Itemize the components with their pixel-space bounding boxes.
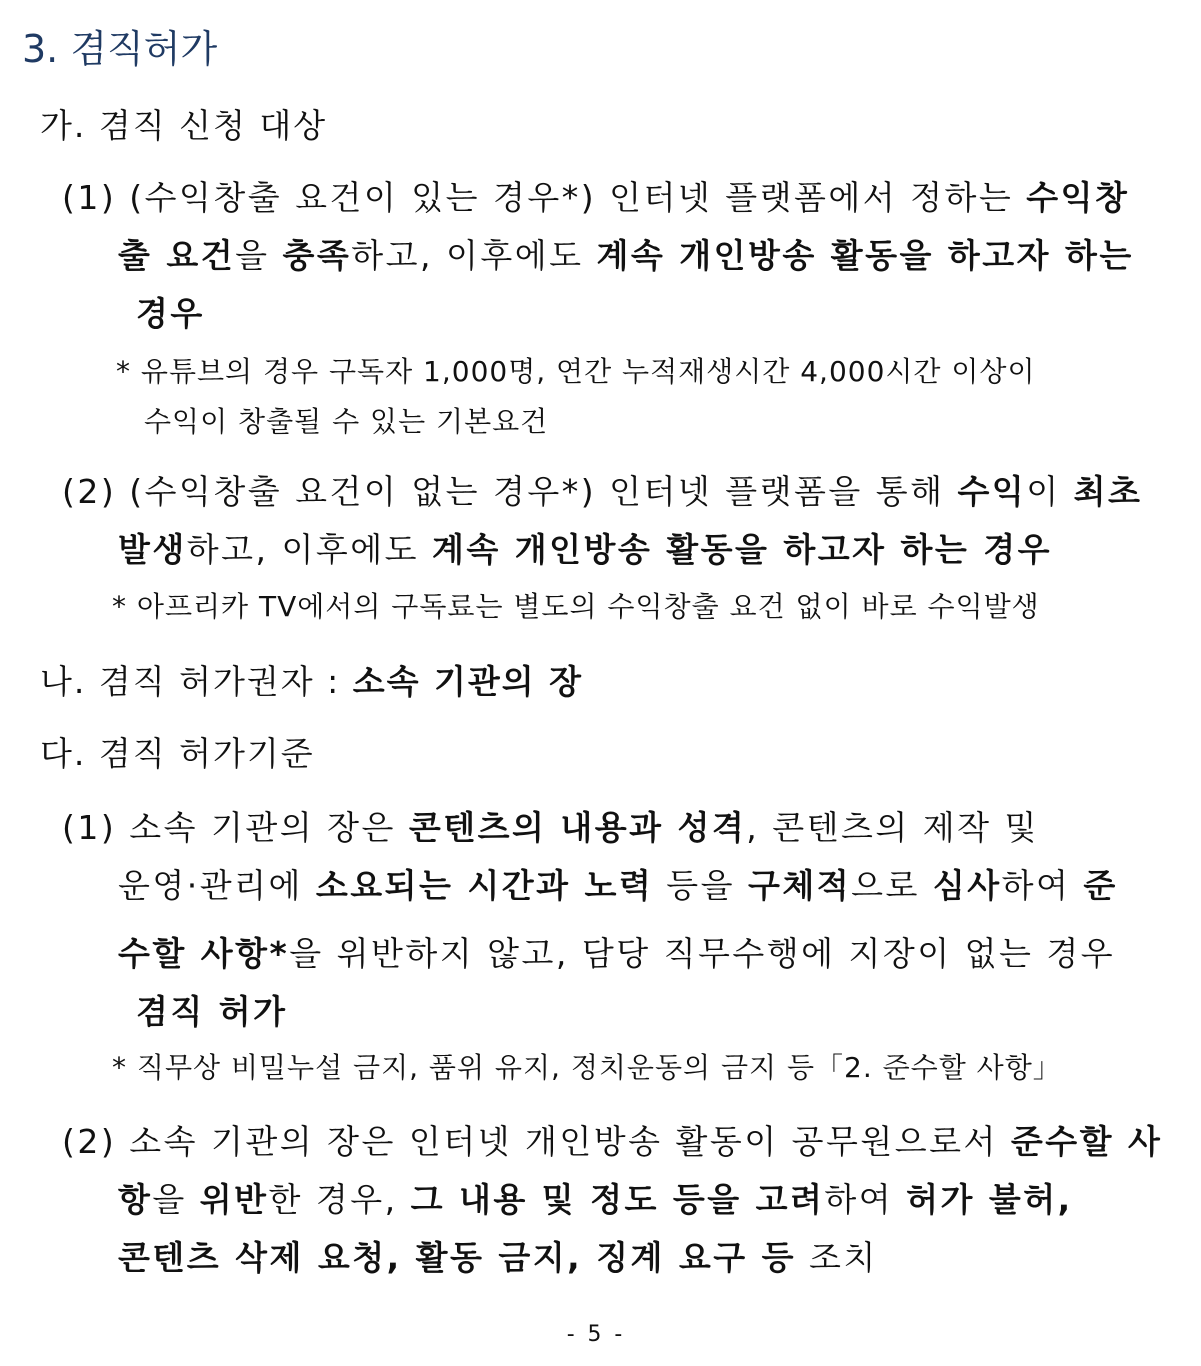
text: 으로 <box>851 866 933 905</box>
heading-da: 다. 겸직 허가기준 <box>40 734 315 773</box>
ga-item1-note-line1: * 유튜브의 경우 구독자 1,000명, 연간 누적재생시간 4,000시간 이상이 <box>116 355 1036 388</box>
da-item1-line3 <box>118 928 1115 975</box>
bold-text: 경우 <box>136 294 205 333</box>
bold-text: 계속 개인방송 활동을 하고자 하는 <box>596 236 1134 275</box>
bold-text: 위반 <box>199 1180 269 1219</box>
bold-text: 항 <box>118 1180 153 1219</box>
bold-text: 계속 개인방송 활동을 하고자 하는 경우 <box>432 530 1053 569</box>
text: 한 경우, <box>268 1180 411 1219</box>
bold-text: 허가 불허, <box>906 1180 1073 1219</box>
ga-item2-line2 <box>118 524 1052 571</box>
text: 을 <box>152 1180 200 1219</box>
ga-item1-line1 <box>62 172 1129 219</box>
bold-text: 소속 기관의 장 <box>352 662 583 701</box>
bold-text: 최초 <box>1073 472 1143 511</box>
bold-text: 출 요건 <box>118 236 236 275</box>
text: 하여 <box>824 1180 907 1219</box>
ga-item1-line3 <box>136 288 205 335</box>
da-item2-line1 <box>62 1116 1162 1163</box>
text: 조치 <box>796 1238 878 1277</box>
bold-text: 발생 <box>118 530 187 569</box>
text: (1) (수익창출 요건이 있는 경우*) 인터넷 플랫폼에서 정하는 <box>62 178 1027 217</box>
bold-text: 콘텐츠 삭제 요청, 활동 금지, 징계 요구 등 <box>118 1238 797 1277</box>
bold-text: 수익 <box>957 472 1027 511</box>
page-number: - 5 - <box>566 1322 626 1347</box>
da-item1-line1 <box>62 802 1039 849</box>
bold-text: 준 <box>1083 866 1118 905</box>
text: (2) 소속 기관의 장은 인터넷 개인방송 활동이 공무원으로서 <box>62 1122 1011 1161</box>
da-item1-note: * 직무상 비밀누설 금지, 품위 유지, 정치운동의 금지 등「2. 준수할 사항」 <box>112 1051 1062 1084</box>
text: 운영·관리에 <box>118 866 316 905</box>
bold-text: 콘텐츠의 내용과 성격 <box>408 808 747 847</box>
text: 이 <box>1026 472 1074 511</box>
section-title: 3. 겸직허가 <box>22 27 218 71</box>
da-item1-line2 <box>118 860 1118 907</box>
text: 을 <box>235 236 283 275</box>
text: 하고, 이후에도 <box>351 236 597 275</box>
text: 하고, 이후에도 <box>186 530 433 569</box>
bold-text: 수익창 <box>1026 178 1130 217</box>
bold-text: 소요되는 시간과 노력 <box>315 866 654 905</box>
ga-item2-line1 <box>62 466 1142 513</box>
text: 을 위반하지 않고, 담당 직무수행에 지장이 없는 경우 <box>289 934 1116 973</box>
bold-text: 수할 사항* <box>118 934 290 973</box>
ga-item1-note-line2: 수익이 창출될 수 있는 기본요건 <box>144 405 549 438</box>
text: 하여 <box>1001 866 1084 905</box>
ga-item1-line2 <box>118 230 1134 277</box>
da-item1-line4 <box>136 986 288 1033</box>
bold-text: 충족 <box>282 236 352 275</box>
ga-item2-note: * 아프리카 TV에서의 구독료는 별도의 수익창출 요건 없이 바로 수익발생 <box>112 590 1040 623</box>
heading-na <box>40 656 583 703</box>
heading-ga: 가. 겸직 신청 대상 <box>40 106 328 145</box>
text: , 콘텐츠의 제작 및 <box>746 808 1039 847</box>
bold-text: 심사 <box>932 866 1002 905</box>
da-item2-line2 <box>118 1174 1073 1221</box>
text: 나. 겸직 허가권자 : <box>40 662 353 701</box>
bold-text: 구체적 <box>748 866 852 905</box>
text: (1) 소속 기관의 장은 <box>62 808 409 847</box>
da-item2-line3 <box>118 1232 878 1279</box>
bold-text: 그 내용 및 정도 등을 고려 <box>410 1180 825 1219</box>
bold-text: 준수할 사 <box>1010 1122 1163 1161</box>
text: (2) (수익창출 요건이 없는 경우*) 인터넷 플랫폼을 통해 <box>62 472 958 511</box>
text: 등을 <box>653 866 749 905</box>
bold-text: 겸직 허가 <box>136 992 288 1031</box>
